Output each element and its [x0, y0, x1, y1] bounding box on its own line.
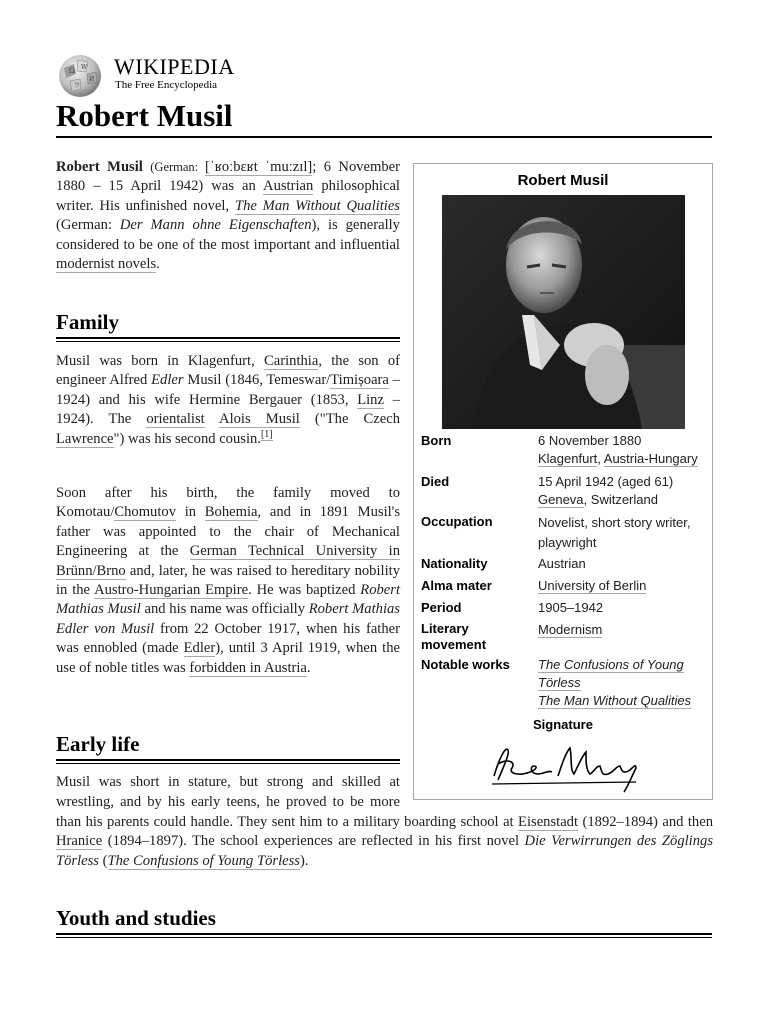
wikipedia-tagline: The Free Encyclopedia: [115, 79, 218, 91]
link-modernist-novels[interactable]: modernist novels: [56, 256, 157, 273]
family-paragraph-2: Soon after his birth, the family moved to Komotau/Chomutov in Bohemia, and in 1891 Musil's father was appointed to the chair of Mechanical Engineering at the German Technical University in Brünn/Brno and, later, he was raised to hereditary nobility in the Austro-Hungarian Empire. He was baptized Robert Mathias Musil and his name was officially Robert Mathias Edler von Musil from 22 October 1917, when his father was ennobled (made Edler), until 3 April 1919, when the use of noble titles was forbidden in Austria.: [56, 485, 401, 676]
signature-label: Signature: [533, 717, 593, 732]
signature-image[interactable]: [486, 736, 646, 794]
link-german-technical-university[interactable]: German Technical University in Brünn/Brno: [56, 543, 400, 579]
early-life-line-1: Musil was short in stature, but strong and skilled at: [56, 774, 400, 790]
intro-paragraph: [56, 158, 400, 274]
link-man-without-qualities[interactable]: The Man Without Qualities: [234, 197, 400, 214]
heading-divider: [56, 933, 712, 938]
link-austria-hungary[interactable]: Austria-Hungary: [603, 451, 698, 466]
link-eisenstadt[interactable]: Eisenstadt: [518, 814, 579, 830]
link-university-of-berlin[interactable]: University of Berlin: [538, 578, 647, 593]
heading-early-life: Early life: [56, 732, 140, 756]
infobox-title: Robert Musil: [517, 172, 609, 189]
german-title: Der Mann ohne Eigenschaften: [119, 217, 312, 234]
heading-divider: [56, 337, 400, 342]
intro-text: ; 6 November 1880 – 15 April 1942) was an: [56, 159, 400, 195]
infobox-value: 6 November 1880 Klagenfurt, Austria-Hungary: [538, 433, 698, 466]
infobox-label: Occupation: [421, 514, 493, 529]
link-chomutov[interactable]: Chomutov: [114, 504, 176, 521]
title-divider: [56, 136, 712, 138]
link-confusions-torless[interactable]: The Confusions of Young Törless: [107, 852, 300, 869]
link-modernism[interactable]: Modernism: [538, 622, 603, 637]
heading-youth-and-studies: Youth and studies: [56, 906, 216, 930]
link-hranice[interactable]: Hranice: [56, 833, 103, 850]
infobox-label: Died: [421, 474, 450, 489]
link-confusions-torless[interactable]: The Confusions of Young Törless: [538, 657, 684, 690]
intro-lang-note: (German:: [150, 160, 206, 174]
infobox: [413, 163, 713, 800]
link-edler[interactable]: Edler: [183, 640, 216, 657]
reference-1[interactable]: [1]: [260, 428, 273, 440]
link-austrian[interactable]: Austrian: [263, 178, 314, 195]
infobox-label: Alma mater: [421, 578, 492, 593]
heading-divider: [56, 759, 400, 764]
infobox-value: Novelist, short story writer, playwright: [538, 515, 691, 550]
intro-text: philosophical writer. His unfinished novel,: [56, 178, 400, 214]
link-alois-musil[interactable]: Alois Musil: [219, 411, 300, 428]
infobox-value: 1905–1942: [538, 600, 604, 615]
infobox-label: Period: [421, 600, 462, 615]
link-timisoara[interactable]: Timișoara: [330, 372, 389, 389]
intro-text: .: [156, 256, 160, 273]
infobox-value: [538, 656, 710, 710]
link-austro-hungarian-empire[interactable]: Austro-Hungarian Empire: [94, 582, 249, 599]
infobox-label: Born: [421, 433, 452, 448]
intro-text: (German:: [56, 217, 120, 234]
portrait-photo[interactable]: [442, 195, 685, 429]
infobox-label: Literary movement: [421, 621, 487, 652]
page-title: Robert Musil: [56, 98, 233, 133]
link-klagenfurt[interactable]: Klagenfurt: [538, 451, 598, 466]
infobox-label: Notable works: [421, 657, 510, 672]
early-life-line-2: wrestling, and by his early teens, he proved to be more: [56, 794, 400, 810]
infobox-value: 15 April 1942 (aged 61) Geneva, Switzerland: [538, 474, 674, 507]
early-life-paragraph: than his parents could handle. They sent him to a military boarding school at Eisenstadt (1892–1894) and then Hranice (1894–1897). The school experiences are reflected in his first novel Die Verwirrungen des Zöglings Törless (The Confusions of Young Törless).: [56, 814, 713, 869]
family-paragraph-1: Musil was born in Klagenfurt, Carinthia, the son of engineer Alfred Edler Musil (1846, Temeswar/Timișoara – 1924) and his wife Hermine Bergauer (1853, Linz – 1924). The orientalist Alois Musil ("The Czech Lawrence") was his second cousin.[1]: [56, 353, 401, 447]
svg-text:ウ: ウ: [74, 82, 81, 89]
intro-text: ), is generally considered to be one of the most important and influential: [56, 217, 400, 253]
link-bohemia[interactable]: Bohemia: [204, 504, 258, 521]
link-orientalist[interactable]: orientalist: [146, 411, 205, 428]
portrait-image: [442, 195, 685, 429]
intro-name: Robert Musil: [56, 159, 143, 175]
infobox-value: [538, 577, 710, 595]
infobox-label: Nationality: [421, 556, 488, 571]
link-linz[interactable]: Linz: [357, 391, 384, 408]
svg-text:Ω: Ω: [69, 67, 75, 75]
infobox-value: Austrian: [538, 556, 586, 571]
heading-family: Family: [56, 310, 119, 334]
infobox-value: [538, 621, 710, 639]
wikipedia-logo[interactable]: [56, 53, 276, 99]
globe-puzzle-icon: [56, 54, 104, 98]
link-geneva[interactable]: Geneva: [538, 492, 584, 507]
link-forbidden-in-austria[interactable]: forbidden in Austria: [189, 659, 307, 676]
link-man-without-qualities[interactable]: The Man Without Qualities: [538, 693, 692, 708]
ipa-link[interactable]: [ˈʁoːbɛʁt ˈmuːzɪl]: [205, 159, 313, 175]
link-lawrence[interactable]: Lawrence: [56, 430, 114, 447]
link-carinthia[interactable]: Carinthia: [264, 353, 319, 369]
wikipedia-wordmark: WIKIPEDIA: [114, 54, 235, 79]
svg-text:W: W: [81, 64, 88, 71]
svg-text:И: И: [89, 76, 95, 83]
